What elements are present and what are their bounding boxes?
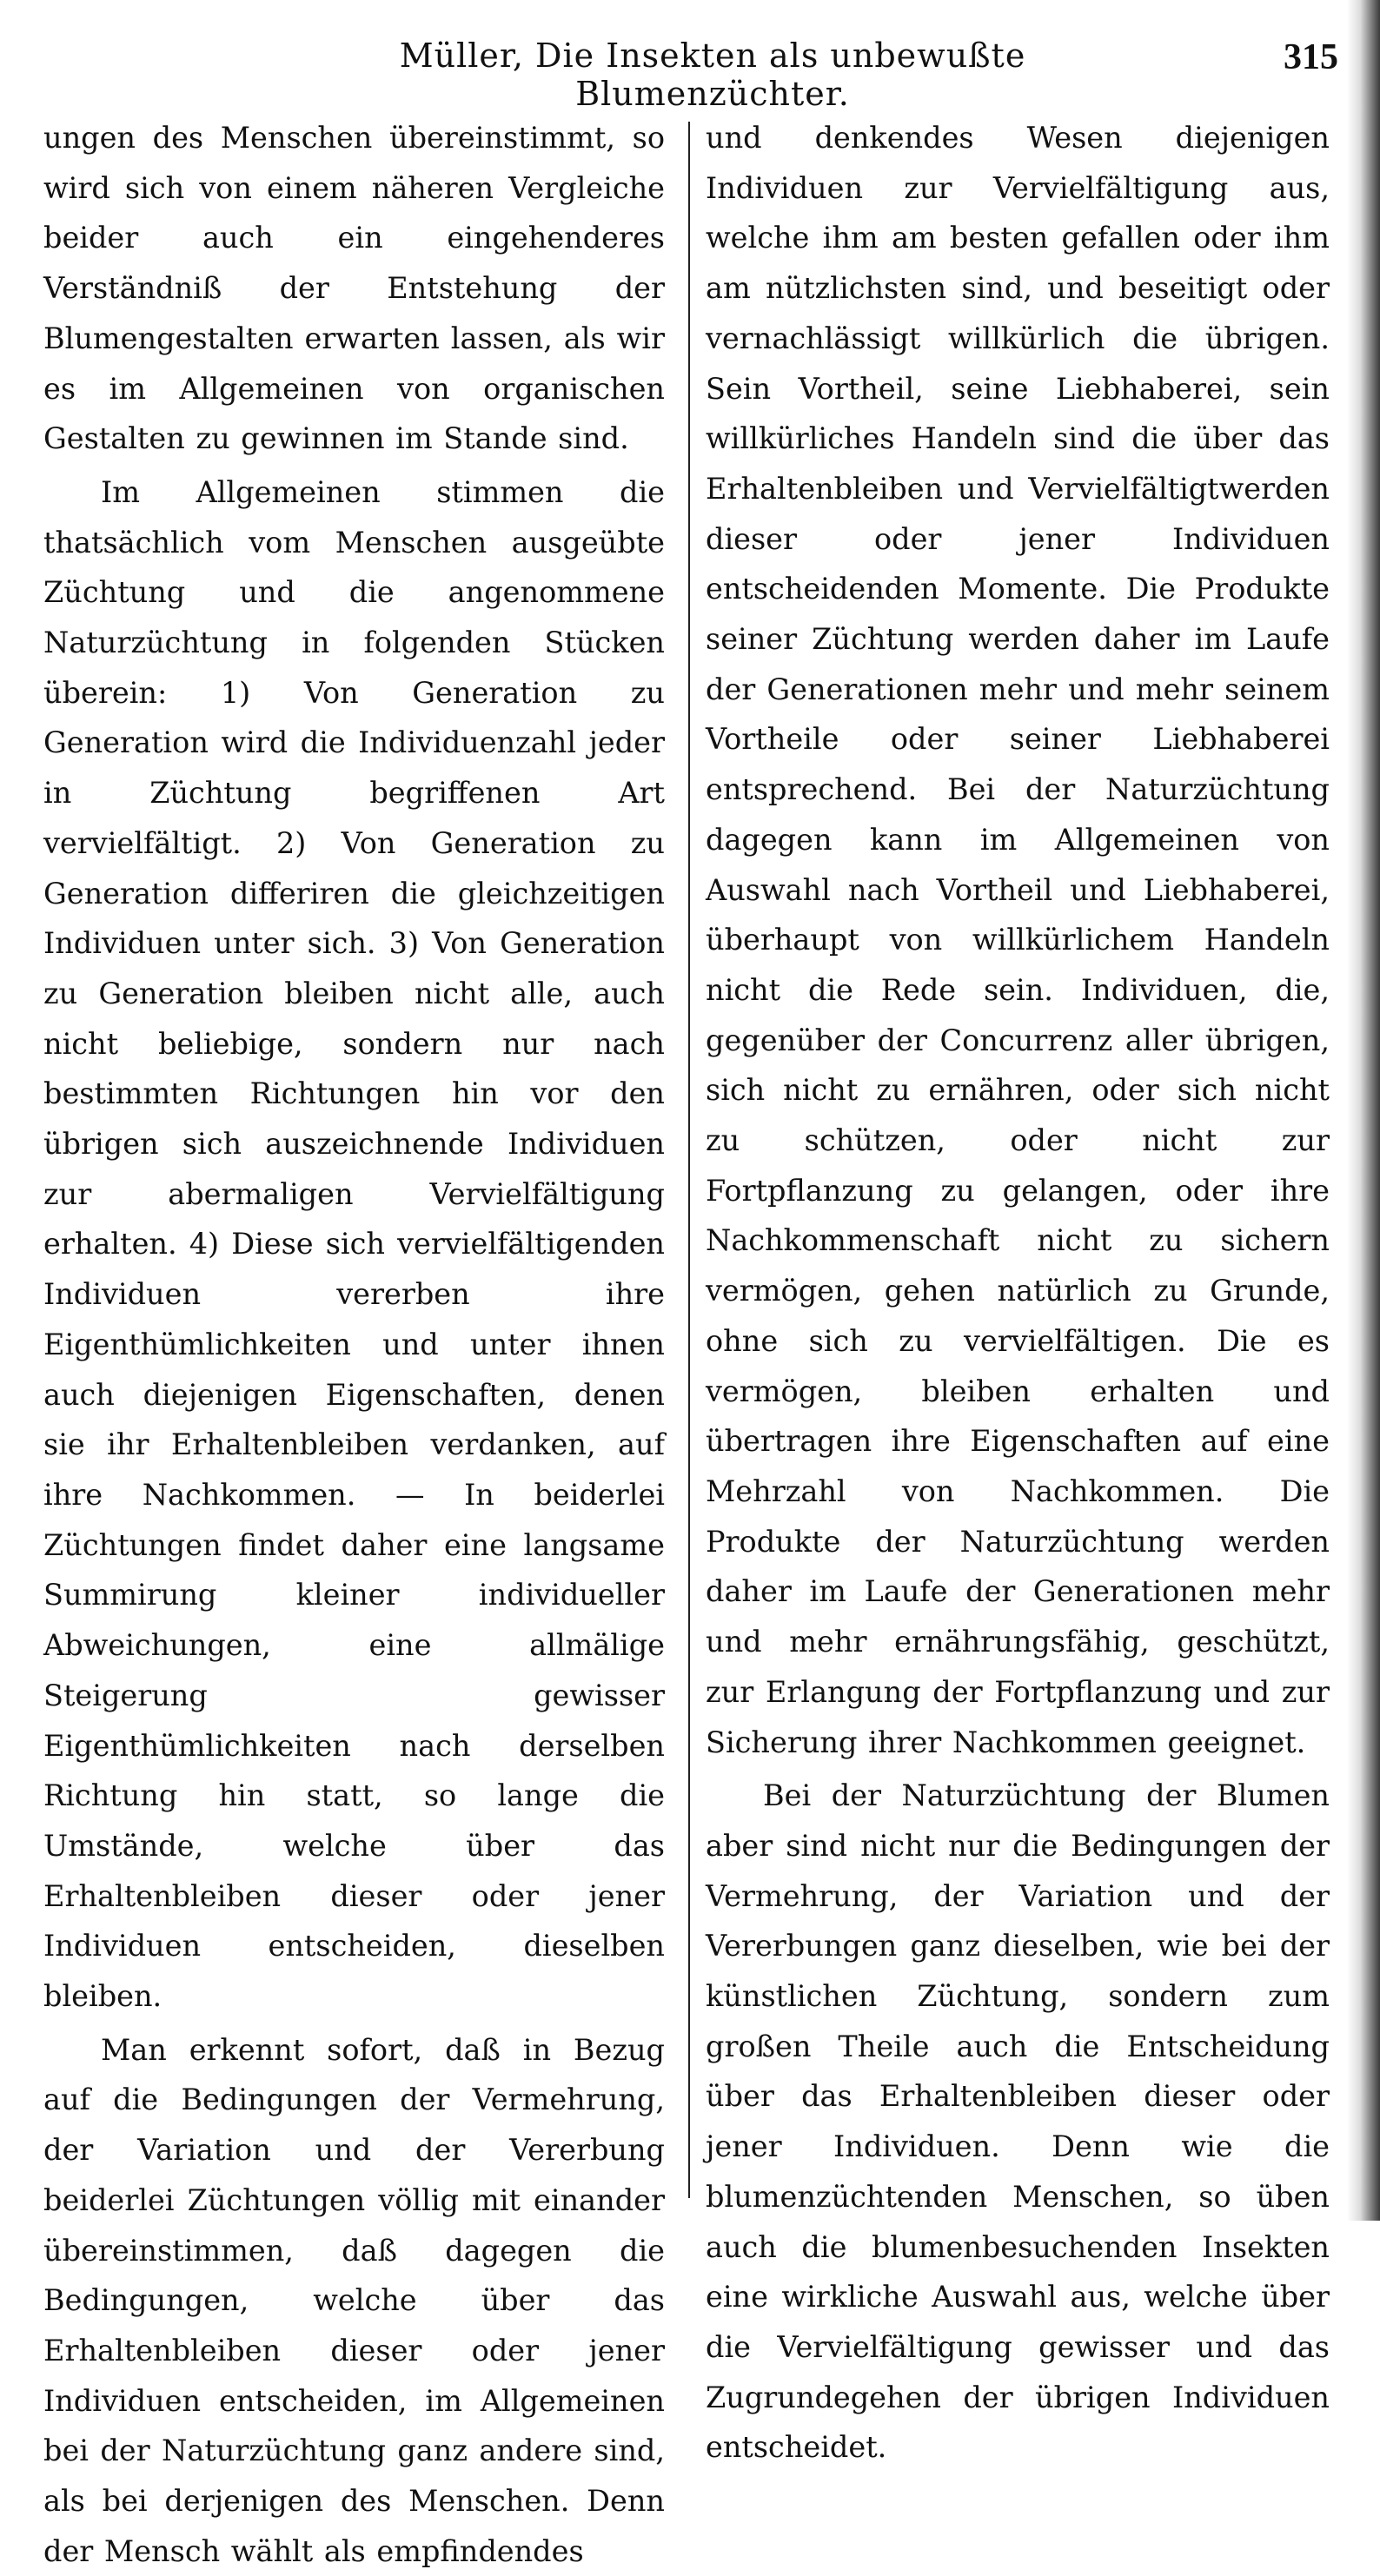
paragraph: ungen des Menschen übereinstimmt, so wird sich von einem näheren Vergleiche beider auch ein eingehenderes Verständniß der Entstehung der Blumengestalten erwarten lassen, als wir es im Allgemeinen von organischen Gestalten zu gewinnen im Stande sind. bbox=[43, 121, 665, 456]
page-edge-shadow bbox=[1347, 0, 1380, 2221]
page-number: 315 bbox=[1284, 37, 1338, 77]
paragraph: Im Allgemeinen stimmen die thatsächlich vom Menschen ausgeübte Züchtung und die angenommene Naturzüchtung in folgenden Stücken überein: 1) Von Generation zu Generation wird die Individuenzahl jeder in Züchtung begriffenen Art vervielfältigt. 2) Von Generation zu Generation differiren die gleichzeitigen Individuen unter sich. 3) Von Generation zu Generation bleiben nicht alle, auch nicht beliebige, sondern nur nach bestimmten Richtungen hin vor den übrigen sich auszeichnende Individuen zur abermaligen Vervielfältigung erhalten. 4) Diese sich vervielfältigenden Individuen vererben ihre Eigenthümlichkeiten und unter ihnen auch diejenigen Eigenschaften, denen sie ihr Erhaltenbleiben verdanken, auf ihre Nachkommen. — In beiderlei Züchtungen findet daher eine langsame Summirung kleiner individueller Abweichungen, eine allmälige Steigerung gewisser Eigenthümlichkeiten nach derselben Richtung hin statt, so lange die Umstände, welche über das Erhaltenbleiben dieser oder jener Individuen entscheiden, dieselben bleiben. bbox=[43, 474, 665, 2014]
paragraph: Bei der Naturzüchtung der Blumen aber sind nicht nur die Bedingungen der Vermehrung, der Variation und der Vererbungen ganz dieselben, wie bei der künstlichen Züchtung, sondern zum großen Theile auch die Entscheidung über das Erhaltenbleiben dieser oder jener Individuen. Denn wie die blumenzüchtenden Menschen, so üben auch die blumenbesuchenden Insekten eine wirkliche Auswahl aus, welche über die Vervielfältigung gewisser und das Zugrundegehen der übrigen Individuen entscheidet. bbox=[706, 1778, 1330, 2465]
paragraph: Man erkennt sofort, daß in Bezug auf die Bedingungen der Vermehrung, der Variation und der Vererbung beiderlei Züchtungen völlig mit einander übereinstimmen, daß dagegen die Bedingungen, welche über das Erhaltenbleiben dieser oder jener Individuen entscheiden, im Allgemeinen bei der Naturzüchtung ganz andere sind, als bei derjenigen des Menschen. Denn der Mensch wählt als empfindendes bbox=[43, 2032, 665, 2568]
column-divider bbox=[688, 122, 690, 2198]
paragraph: und denkendes Wesen diejenigen Individuen zur Vervielfältigung aus, welche ihm am besten gefallen oder ihm am nützlichsten sind, und beseitigt oder vernachlässigt willkürlich die übrigen. Sein Vortheil, seine Liebhaberei, sein willkürliches Handeln sind die über das Erhaltenbleiben und Vervielfältigtwerden dieser oder jener Individuen entscheidenden Momente. Die Produkte seiner Züchtung werden daher im Laufe der Generationen mehr und mehr seinem Vortheile oder seiner Liebhaberei entsprechend. Bei der Naturzüchtung dagegen kann im Allgemeinen von Auswahl nach Vortheil und Liebhaberei, überhaupt von willkürlichem Handeln nicht die Rede sein. Individuen, die, gegenüber der Concurrenz aller übrigen, sich nicht zu ernähren, oder sich nicht zu schützen, oder nicht zur Fortpflanzung zu gelangen, oder ihre Nachkommenschaft nicht zu sichern vermögen, gehen natürlich zu Grunde, ohne sich zu vervielfältigen. Die es vermögen, bleiben erhalten und übertragen ihre Eigenschaften auf eine Mehrzahl von Nachkommen. Die Produkte der Naturzüchtung werden daher im Laufe der Generationen mehr und mehr ernährungsfähig, geschützt, zur Erlangung der Fortpflanzung und zur Sicherung ihrer Nachkommen geeignet. bbox=[706, 121, 1330, 1759]
left-column bbox=[43, 113, 665, 2568]
running-title: Müller, Die Insekten als unbewußte Blumenzüchter. bbox=[399, 36, 1026, 113]
right-column bbox=[706, 113, 1330, 2465]
running-head bbox=[43, 36, 1338, 113]
